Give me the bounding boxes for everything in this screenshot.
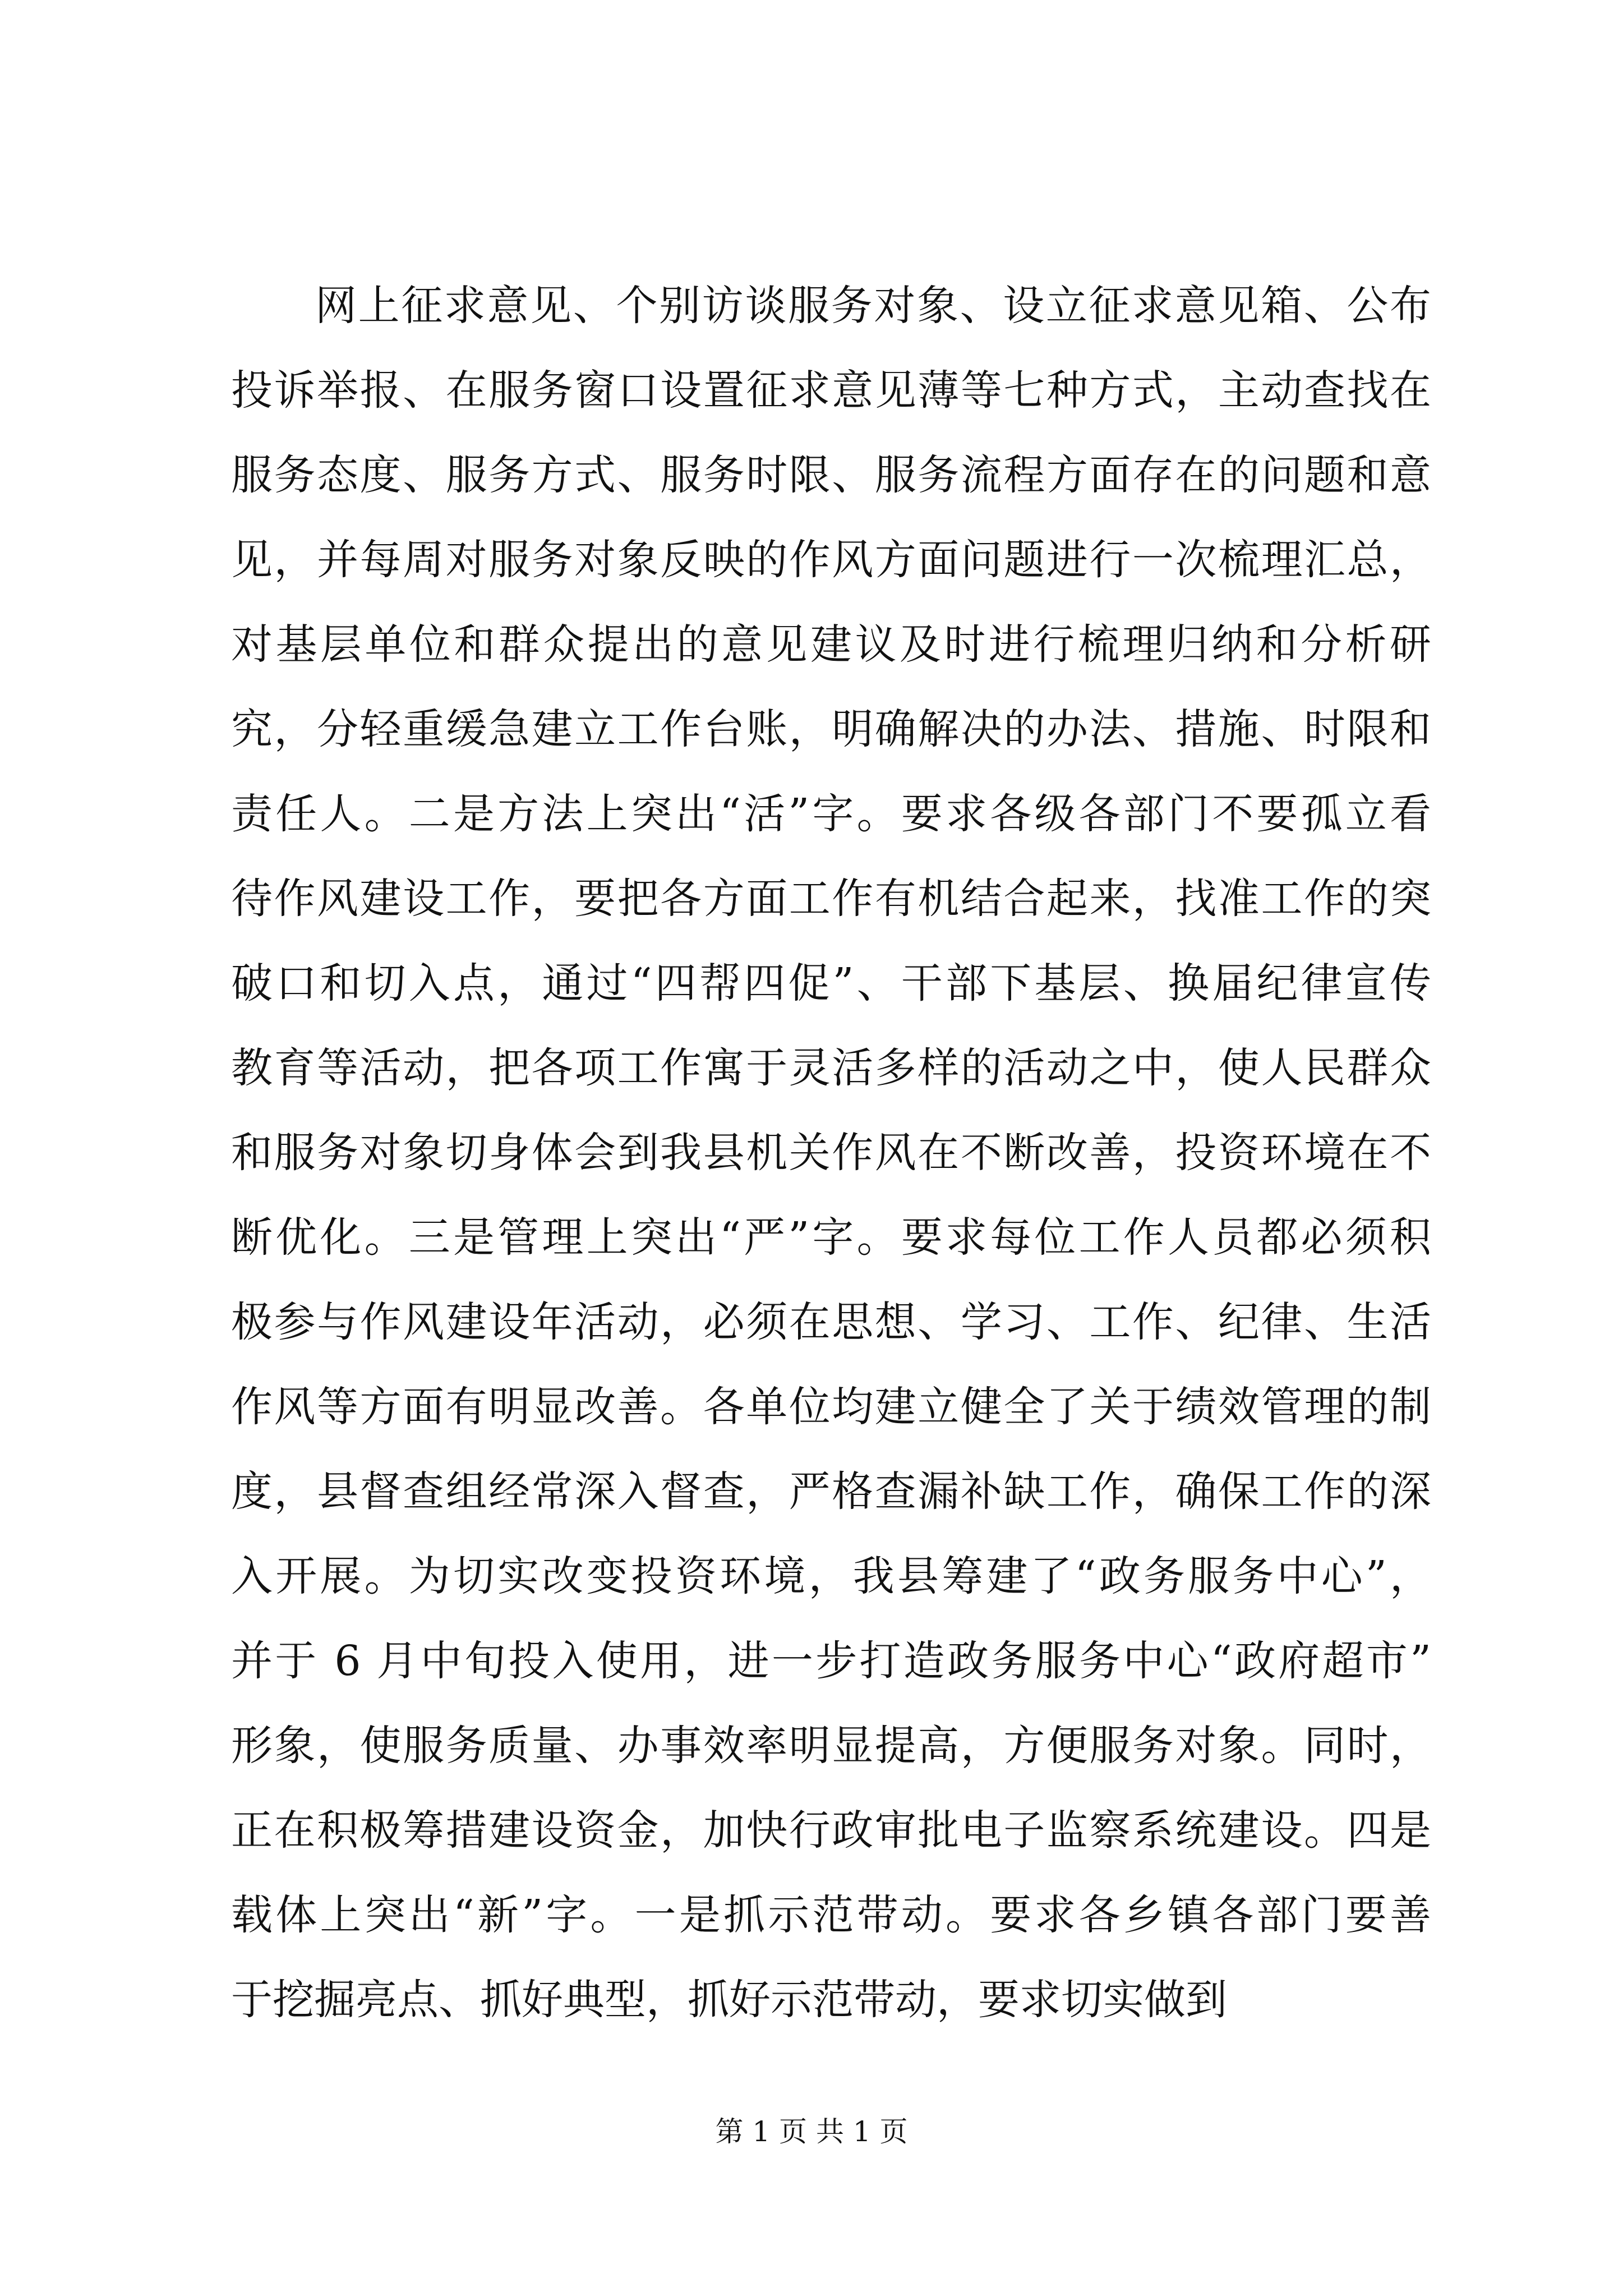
text-line: 破口和切入点，通过“四帮四促”、干部下基层、换届纪律宣传 <box>231 959 1431 1007</box>
text-line: 并于 6 月中旬投入使用，进一步打造政务服务中心“政府超市” <box>231 1637 1431 1685</box>
text-line: 度，县督查组经常深入督查，严格查漏补缺工作，确保工作的深 <box>231 1467 1431 1516</box>
text-line: 入开展。为切实改变投资环境，我县筹建了“政务服务中心”， <box>231 1552 1431 1600</box>
text-line: 于挖掘亮点、抓好典型，抓好示范带动，要求切实做到 <box>231 1976 1227 2024</box>
text-line: 待作风建设工作，要把各方面工作有机结合起来，找准工作的突 <box>231 875 1431 923</box>
text-line: 正在积极筹措建设资金，加快行政审批电子监察系统建设。四是 <box>231 1806 1431 1855</box>
text-line: 形象，使服务质量、办事效率明显提高，方便服务对象。同时， <box>231 1722 1431 1770</box>
page-number-label: 第 1 页 共 1 页 <box>715 2115 908 2148</box>
text-line: 责任人。二是方法上突出“活”字。要求各级各部门不要孤立看 <box>231 790 1431 838</box>
text-line: 网上征求意见、个别访谈服务对象、设立征求意见箱、公布 <box>315 282 1431 330</box>
text-line: 究，分轻重缓急建立工作台账，明确解决的办法、措施、时限和 <box>231 705 1431 753</box>
body-paragraph <box>231 264 1431 2042</box>
text-line: 断优化。三是管理上突出“严”字。要求每位工作人员都必须积 <box>231 1213 1431 1262</box>
text-line: 极参与作风建设年活动，必须在思想、学习、工作、纪律、生活 <box>231 1298 1431 1346</box>
text-line: 作风等方面有明显改善。各单位均建立健全了关于绩效管理的制 <box>231 1383 1431 1431</box>
text-line: 服务态度、服务方式、服务时限、服务流程方面存在的问题和意 <box>231 451 1431 499</box>
page-footer <box>0 2115 1623 2148</box>
text-line: 教育等活动，把各项工作寓于灵活多样的活动之中，使人民群众 <box>231 1044 1431 1092</box>
text-line: 投诉举报、在服务窗口设置征求意见薄等七种方式，主动查找在 <box>231 366 1431 415</box>
text-line: 对基层单位和群众提出的意见建议及时进行梳理归纳和分析研 <box>231 620 1431 669</box>
text-line: 和服务对象切身体会到我县机关作风在不断改善，投资环境在不 <box>231 1129 1431 1177</box>
text-line: 载体上突出“新”字。一是抓示范带动。要求各乡镇各部门要善 <box>231 1891 1431 1939</box>
text-line: 见，并每周对服务对象反映的作风方面问题进行一次梳理汇总， <box>231 536 1431 584</box>
